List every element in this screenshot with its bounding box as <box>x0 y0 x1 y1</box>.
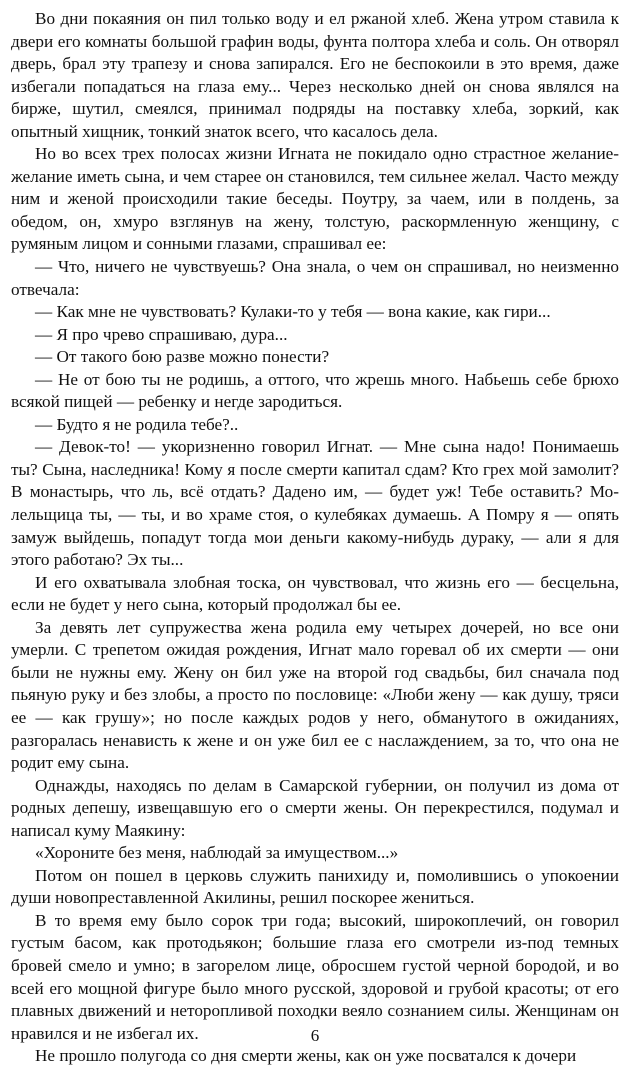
paragraph-8: — Будто я не родила тебе?.. <box>35 414 239 434</box>
paragraph-5: — Я про чрево спрашиваю, дура... <box>35 324 288 344</box>
paragraph-7: — Не от бою ты не родишь, а оттого, что жрешь много. Набьешь себе брюхо всякой пищей — ребенку и негде зародиться. <box>11 369 619 412</box>
paragraph-10: И его охватывала злобная тоска, он чувствовал, что жизнь его — бесцельна, если не будет у него сына, который продолжал бы ее. <box>11 572 619 615</box>
paragraph-9: — Девок-то! — укоризненно говорил Игнат. — Мне сына надо! Понимаешь ты? Сына, наследника! Кому я после смерти капитал сдам? Кто грех мой замолит? В монастырь, что ль, всё отдать? Дадено им, — будет уж! Тебе оставить? Молельщица ты, — ты, и во храме стоя, о кулебяках думаешь. А Помру я — опять замуж выйдешь, попадут тогда мои деньги какому-нибудь дураку, — али я для этого работаю? Эх ты... <box>11 437 619 570</box>
page-number: 6 <box>310 1026 320 1045</box>
paragraph-14: Потом он пошел в церковь служить панихиду и, помолившись о упокоении души новопреставленной Акилины, решил поскорее жениться. <box>11 865 619 908</box>
paragraph-11: За девять лет супружества жена родила ему четырех дочерей, но все они умерли. С трепетом ожидая рождения, Игнат мало горевал об их смерти — они были не нужны ему. Жену он бил уже на второй год свадьбы, бил сначала под пьяную руку и без злобы, а просто по пословице: «Люби жену — как душу, тряси ее — как грушу»; но после каждых родов у него, обманутого в ожиданиях, разгоралась ненависть к жене и он уже бил ее с наслаждением, за то, что она не родит ему сына. <box>11 617 619 773</box>
paragraph-3: — Что, ничего не чувствуешь? Она знала, о чем он спрашивал, но неизменно отвечала: <box>11 257 619 299</box>
paragraph-6: — От такого бою разве можно понести? <box>35 347 330 367</box>
paragraph-1: Во дни покаяния он пил только воду и ел ржаной хлеб. Жена утром ставила к двери его комнаты большой графин воды, фунта полтора хлеба и соль. Он отворял дверь, брал эту трапезу и снова запирался. Его не беспокоили в это время, даже избегали попадаться на глаза ему... Через несколько дней он снова являлся на бирже, шутил, смеялся, принимал подряды на поставку хлеба, зоркий, как опытный хищник, тонкий знаток всего, что касалось дела. <box>11 9 619 141</box>
paragraph-2: Но во всех трех полосах жизни Игната не покидало одно страстное желание-желание иметь сына, и чем старее он становился, тем сильнее желал. Часто между ним и женой происходили такие беседы. Поутру, за чаем, или в полдень, за обедом, он, хмуро взглянув на жену, толстую, раскормленную женщину, с румяным лицом и сонными глазами, спрашивал ее: <box>11 144 619 254</box>
paragraph-12: Однажды, находясь по делам в Самарской губернии, он получил из дома от родных депешу, извещавшую его о смерти жены. Он перекрестился, подумал и написал куму Маякину: <box>11 775 619 840</box>
paragraph-16: Не прошло полугода со дня смерти жены, как он уже посватался к дочери <box>35 1046 577 1066</box>
paragraph-15: В то время ему было сорок три года; высокий, широкоплечий, он говорил густым басом, как протодьякон; большие глаза его смотрели из-под темных бровей смело и умно; в загорелом лице, обросшем густой черной бородой, и во всей его мощной фигуре было много русской, здоровой и грубой красоты; от его плавных движений и неторопливой походки веяло сознанием силы. Женщинам он нравился и не избегал их. <box>11 910 619 1043</box>
paragraph-13: «Хороните без меня, наблюдай за имуществом...» <box>35 843 399 863</box>
paragraph-4: — Как мне не чувствовать? Кулаки-то у тебя — вона какие, как гири... <box>35 302 551 322</box>
page-body <box>11 8 619 1068</box>
